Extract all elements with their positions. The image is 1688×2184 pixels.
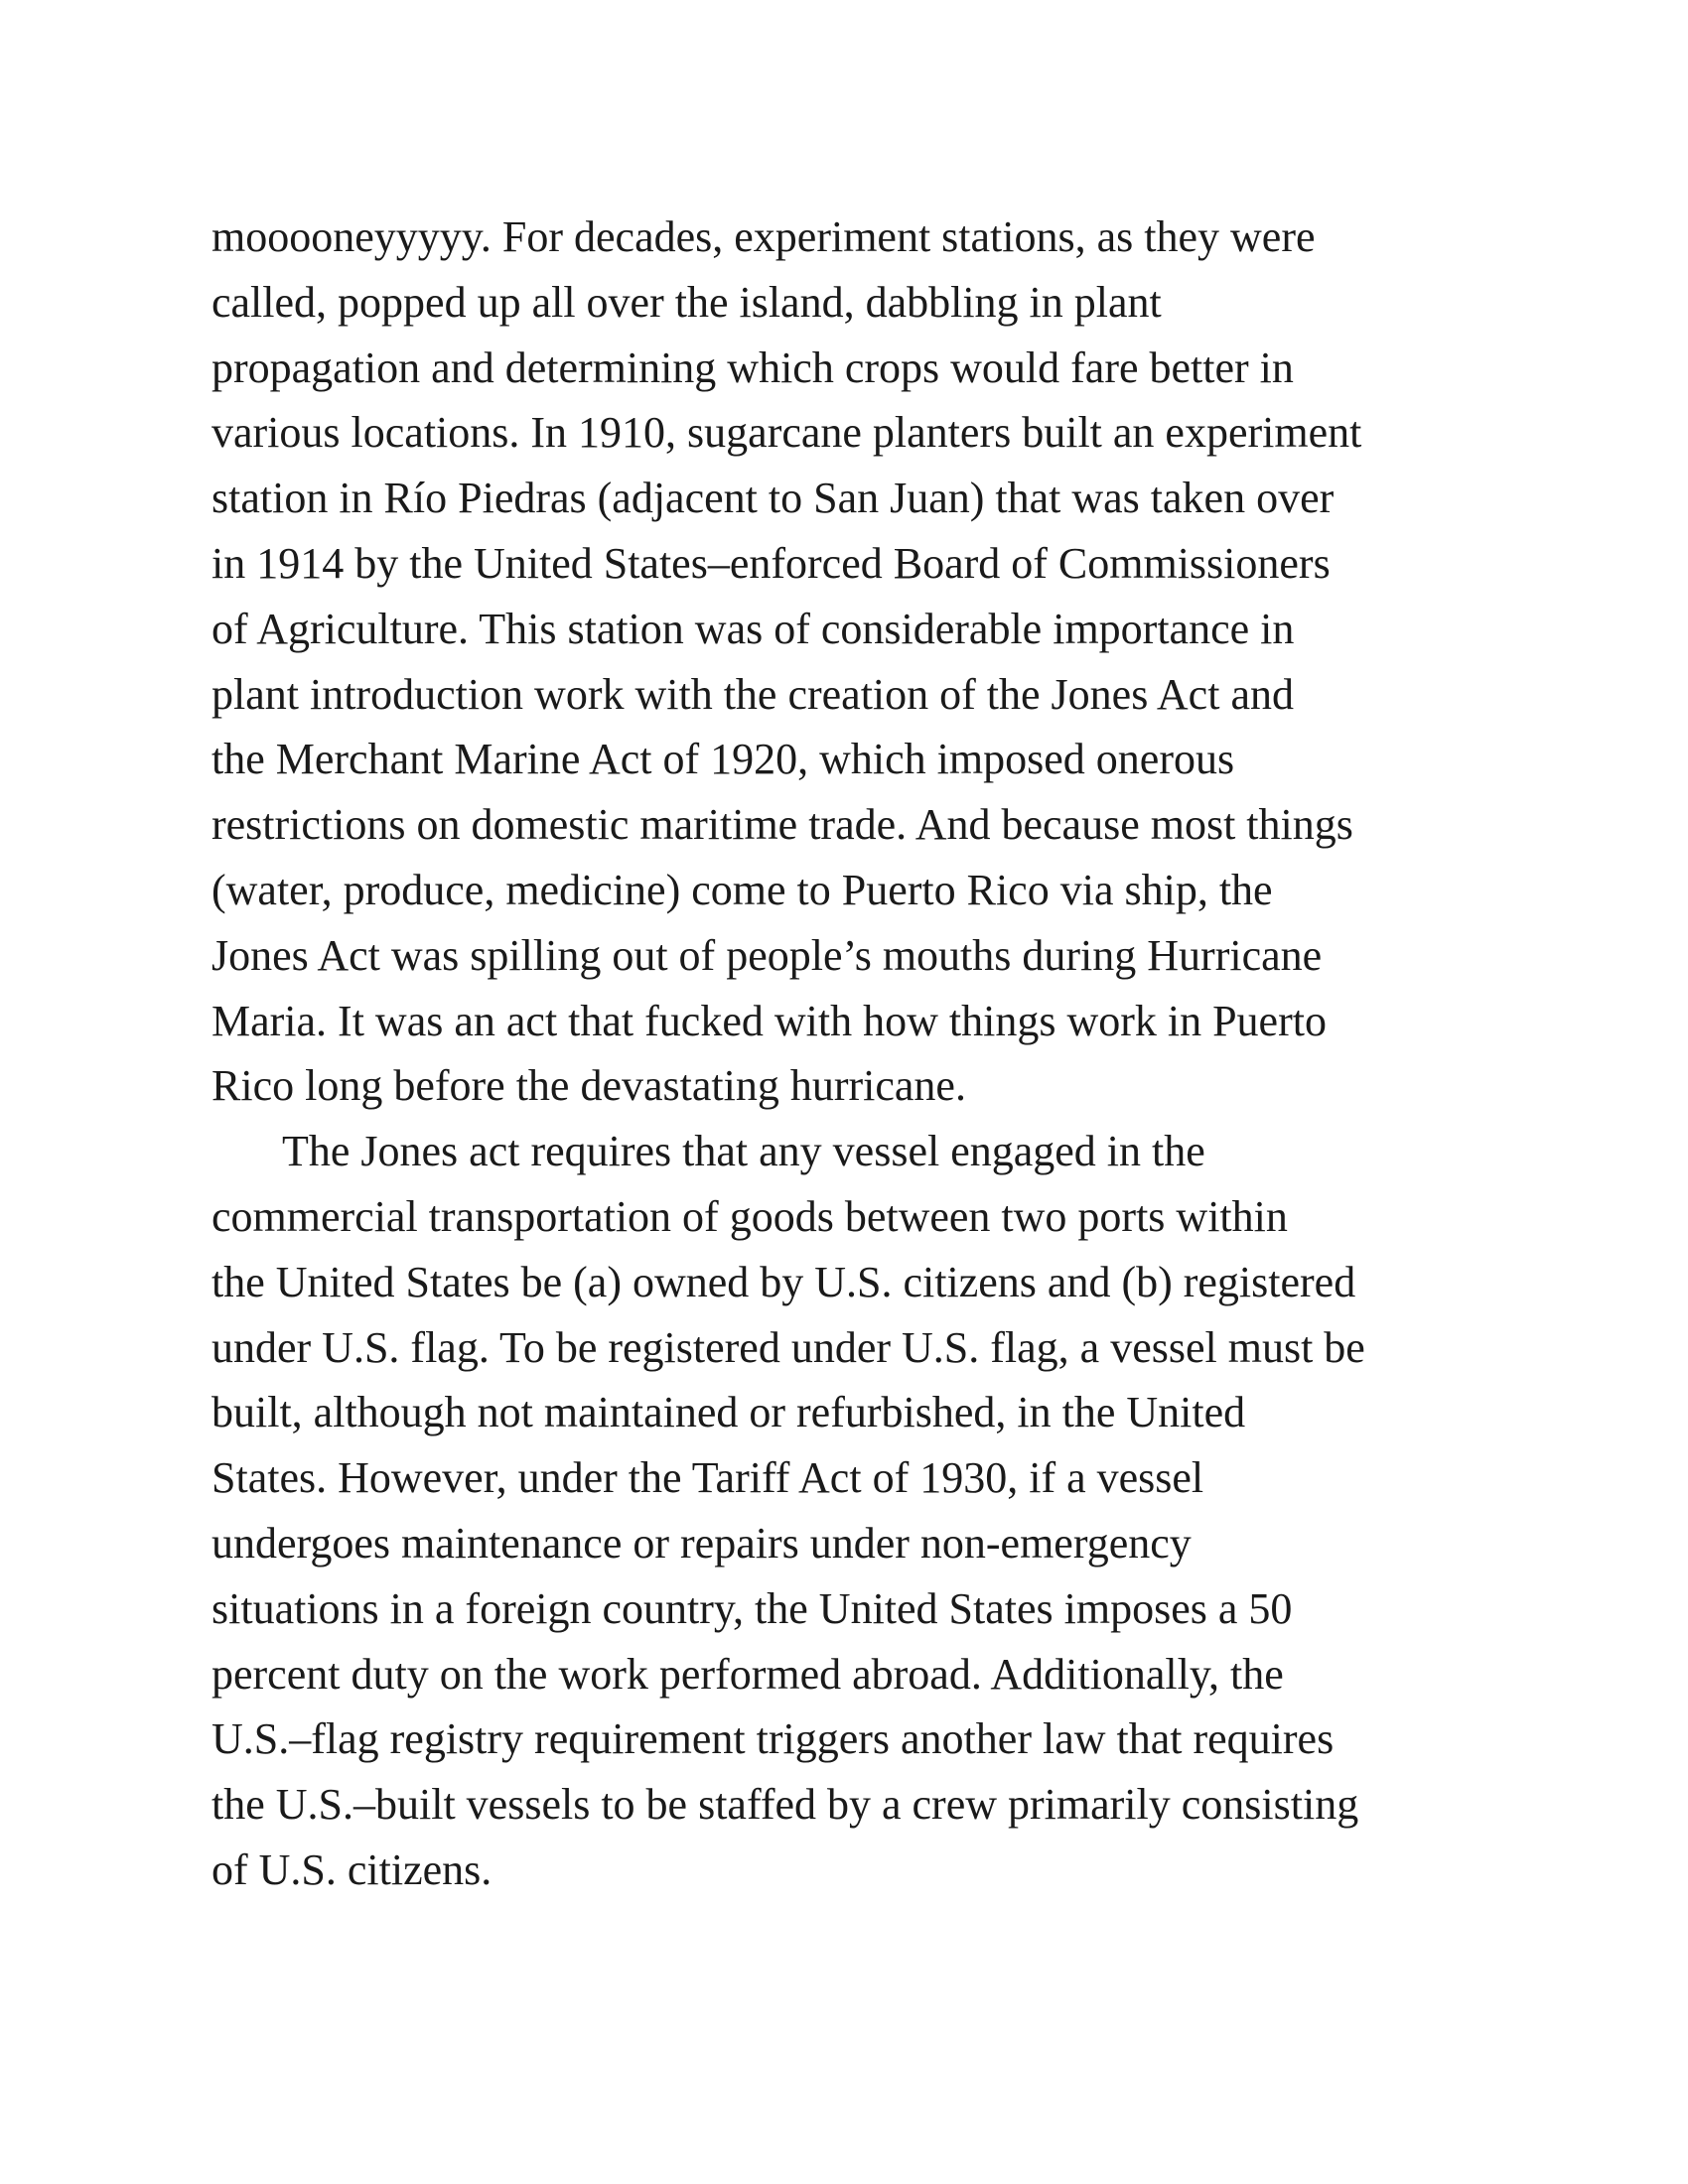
text-line: restrictions on domestic maritime trade. And because most things [211, 800, 1353, 850]
text-line: the Merchant Marine Act of 1920, which imposed onerous [211, 735, 1235, 784]
text-line: called, popped up all over the island, dabbling in plant [211, 277, 1162, 327]
text-line: under U.S. flag. To be registered under U.S. flag, a vessel must be [211, 1322, 1365, 1372]
paragraph-2 [211, 1119, 1502, 1903]
text-line: U.S.–flag registry requirement triggers another law that requires [211, 1714, 1335, 1764]
text-line: Maria. It was an act that fucked with how things work in Puerto [211, 996, 1327, 1045]
text-line: mooooneyyyyy. For decades, experiment stations, as they were [211, 212, 1316, 261]
text-line: of Agriculture. This station was of considerable importance in [211, 604, 1295, 653]
paragraph-1 [211, 205, 1502, 1119]
text-line: station in Río Piedras (adjacent to San Juan) that was taken over [211, 474, 1335, 523]
text-line: The Jones act requires that any vessel engaged in the [282, 1127, 1205, 1176]
text-line: Rico long before the devastating hurricane. [211, 1061, 966, 1111]
text-line: various locations. In 1910, sugarcane planters built an experiment [211, 408, 1362, 458]
text-line: (water, produce, medicine) come to Puerto Rico via ship, the [211, 865, 1273, 914]
text-line: the United States be (a) owned by U.S. citizens and (b) registered [211, 1257, 1356, 1306]
text-line: percent duty on the work performed abroad. Additionally, the [211, 1649, 1284, 1699]
text-line: situations in a foreign country, the United States imposes a 50 [211, 1583, 1293, 1633]
text-line: undergoes maintenance or repairs under non-emergency [211, 1518, 1192, 1568]
body-text [211, 205, 1502, 1903]
text-line: propagation and determining which crops would fare better in [211, 342, 1294, 392]
text-line: plant introduction work with the creation of the Jones Act and [211, 669, 1294, 719]
text-line: the U.S.–built vessels to be staffed by a crew primarily consisting [211, 1780, 1359, 1830]
text-line: built, although not maintained or refurbished, in the United [211, 1388, 1246, 1437]
text-line: commercial transportation of goods between two ports within [211, 1191, 1288, 1241]
text-line: in 1914 by the United States–enforced Board of Commissioners [211, 538, 1331, 588]
text-line: States. However, under the Tariff Act of 1930, if a vessel [211, 1453, 1204, 1503]
text-line: of U.S. citizens. [211, 1844, 492, 1894]
text-line: Jones Act was spilling out of people’s mouths during Hurricane [211, 930, 1323, 980]
